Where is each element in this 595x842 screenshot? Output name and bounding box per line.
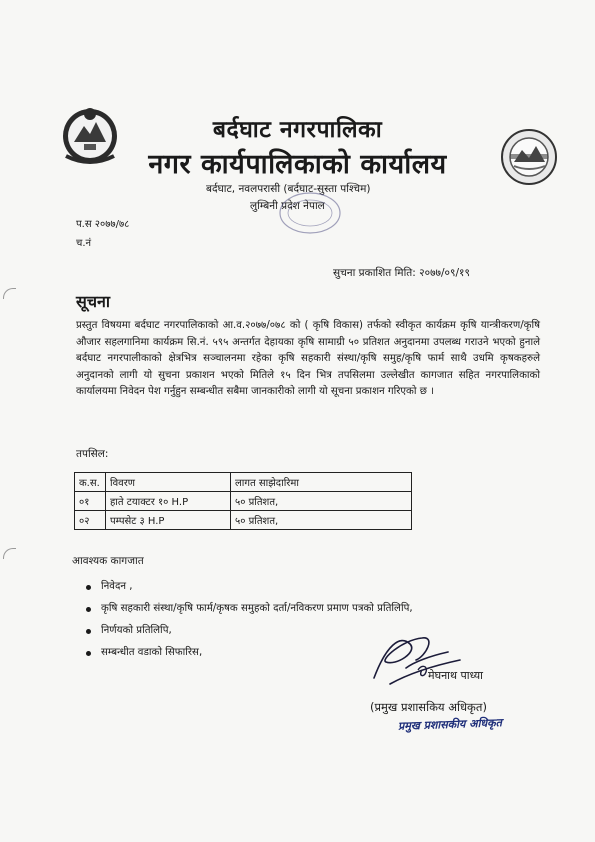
table-cell: ५० प्रतिशत, <box>231 492 412 511</box>
notice-title: सूचना <box>76 292 111 311</box>
punch-hole-mark <box>3 288 16 299</box>
required-docs-title: आवश्यक कागजात <box>72 555 144 567</box>
table-cell: पम्पसेट ३ H.P <box>106 511 231 530</box>
table-header-cell: विवरण <box>106 473 231 492</box>
list-item <box>86 576 413 598</box>
bullet-icon <box>86 629 91 634</box>
table-cell: हाते टयाक्टर १० H.P <box>106 492 231 511</box>
list-item-text: सम्बन्धीत वडाको सिफारिस, <box>101 647 203 658</box>
table-header-row <box>75 473 412 492</box>
address-line-1: बर्दघाट, नवलपरासी (बर्दघाट-सुस्ता पश्चिम) <box>206 183 371 195</box>
table-row <box>75 492 412 511</box>
office-name: नगर कार्यपालिकाको कार्यालय <box>148 149 447 180</box>
schedule-table <box>74 472 412 530</box>
signatory-name: मेघनाथ पाध्या <box>428 669 484 682</box>
table-cell: ०२ <box>75 511 106 530</box>
published-date: सुचना प्रकाशित मिति: २०७७/०९/१९ <box>333 267 470 279</box>
list-item <box>86 598 413 620</box>
list-item-text: निर्णयको प्रतिलिपि, <box>101 625 172 636</box>
punch-hole-mark <box>3 548 16 559</box>
reference-number: प.स २०७७/७८ <box>76 219 130 230</box>
schedule-label: तपसिल: <box>76 448 109 460</box>
bullet-icon <box>86 585 91 590</box>
table-header-cell: लागत साझेदारिमा <box>231 473 412 492</box>
address-line-2: लुम्बिनी प्रदेश नेपाल <box>250 200 325 212</box>
bullet-icon <box>86 607 91 612</box>
table-header-cell: क.स. <box>75 473 106 492</box>
table-row <box>75 511 412 530</box>
signatory-title: (प्रमुख प्रशासकिय अधिकृत) <box>370 700 487 714</box>
dispatch-number: च.नं <box>76 238 92 249</box>
municipality-name: बर्दघाट नगरपालिका <box>212 117 383 143</box>
list-item-text: निवेदन , <box>101 581 133 592</box>
office-stamp-icon <box>278 190 342 236</box>
bullet-icon <box>86 651 91 656</box>
table-cell: ५० प्रतिशत, <box>231 511 412 530</box>
list-item-text: कृषि सहकारी संस्था/कृषि फार्म/कृषक समुहको दर्ता/नविकरण प्रमाण पत्रको प्रतिलिपि, <box>101 603 413 614</box>
table-cell: ०१ <box>75 492 106 511</box>
designation-stamp: प्रमुख प्रशासकीय अधिकृत <box>397 716 503 733</box>
notice-body: प्रस्तुत विषयमा बर्दघाट नगरपालिकाको आ.व.२०७७/०७८ को ( कृषि विकास) तर्फको स्वीकृत कार्यक्रम कृषि यान्त्रीकरण/कृषि औजार सहलगानिमा कार्यक्रम सि.नं. ५९५ अन्तर्गत देहायका कृषि सामाग्री ५० प्रतिशत अनुदानमा उपलब्ध गराउने भएको हुनाले बर्दघाट नगरपालीकाको क्षेत्रभित्र सञ्चालनमा रहेका कृषि सहकारी संस्था/कृषि समुह/कृषि फार्म साथै उधमि कृषकहरुले अनुदानको लागी यो सुचना प्रकाशन भएको मितिले १५ दिन भित्र तपसिलमा उल्लेखीत कागजात सहित नगरपालिकाको कार्यालयमा निवेदन पेश गर्नुहुन सम्बन्धीत सबैमा जानकारीको लागी यो सूचना प्रकाशन गरिएको छ । <box>76 320 540 398</box>
